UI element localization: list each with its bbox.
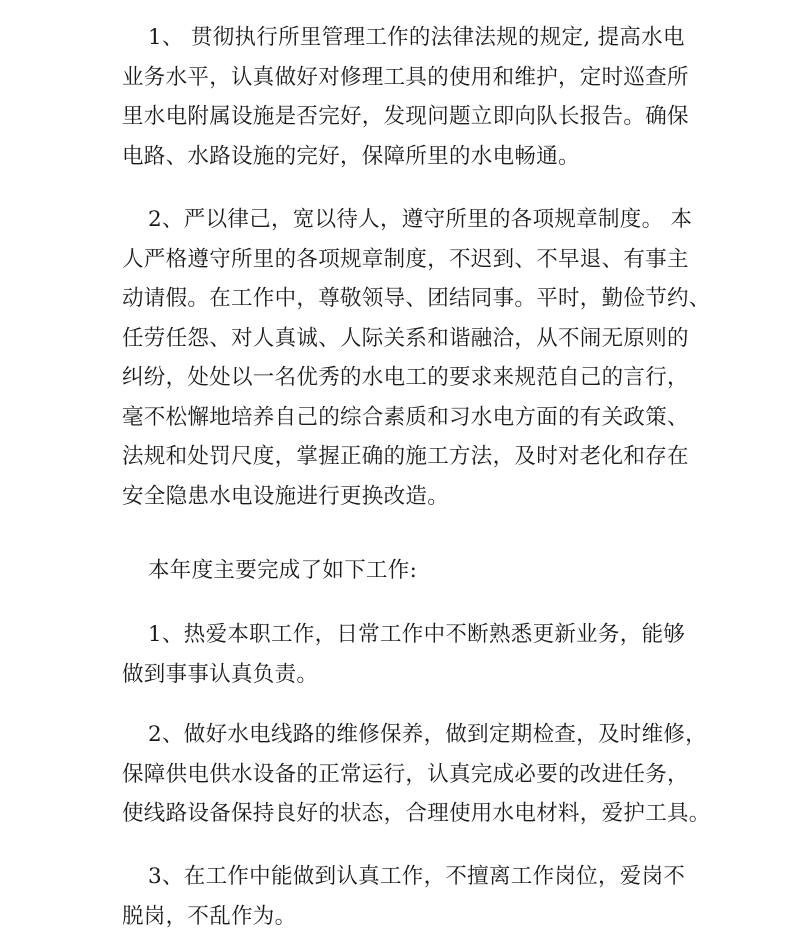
- paragraph-duty-1: [122, 18, 689, 176]
- text-line: 业务水平，认真做好对修理工具的使用和维护，定时巡查所: [122, 64, 689, 90]
- text-line: 1、 贯彻执行所里管理工作的法律法规的规定, 提高水电: [148, 25, 685, 50]
- text-line: 人严格遵守所里的各项规章制度，不迟到、不早退、有事主: [122, 246, 689, 272]
- text-line: 1、热爱本职工作，日常工作中不断熟悉更新业务，能够: [148, 622, 686, 647]
- text-line: 3、在工作中能做到认真工作，不擅离工作岗位，爱岗不: [148, 864, 686, 889]
- text-line: 2、做好水电线路的维修保养，做到定期检查，及时维修，: [148, 722, 707, 747]
- paragraph-work-intro: [122, 551, 682, 591]
- text-line: 使线路设备保持良好的状态，合理使用水电材料，爱护工具。: [122, 801, 711, 826]
- text-line: 里水电附属设施是否完好，发现问题立即向队长报告。确保: [122, 104, 689, 129]
- text-line: 纠纷，处处以一名优秀的水电工的要求来规范自己的言行，: [122, 365, 689, 390]
- text-line: 保障供电供水设备的正常运行，认真完成必要的改进任务，: [122, 761, 689, 787]
- text-line: 安全隐患水电设施进行更换改造。: [122, 483, 450, 509]
- text-line: 2、严以律己，宽以待人，遵守所里的各项规章制度。 本: [148, 207, 693, 232]
- text-line: 做到事事认真负责。: [122, 661, 319, 687]
- text-line: 电路、水路设施的完好，保障所里的水电畅通。: [122, 143, 580, 169]
- text-line: 法规和处罚尺度，掌握正确的施工方法，及时对老化和存在: [122, 444, 689, 469]
- text-line: 脱岗，不乱作为。: [122, 903, 297, 929]
- paragraph-work-1: [122, 615, 686, 694]
- paragraph-work-2: [122, 715, 711, 834]
- text-line: 任劳任怨、对人真诚、人际关系和谐融洽，从不闹无原则的: [122, 325, 689, 351]
- text-line: 动请假。在工作中，尊敬领导、团结同事。平时，勤俭节约、: [122, 286, 711, 311]
- paragraph-duty-2: [122, 200, 711, 516]
- paragraph-work-3: [122, 857, 686, 936]
- text-line: 本年度主要完成了如下工作:: [148, 558, 418, 583]
- text-line: 毫不松懈地培养自己的综合素质和习水电方面的有关政策、: [122, 404, 689, 430]
